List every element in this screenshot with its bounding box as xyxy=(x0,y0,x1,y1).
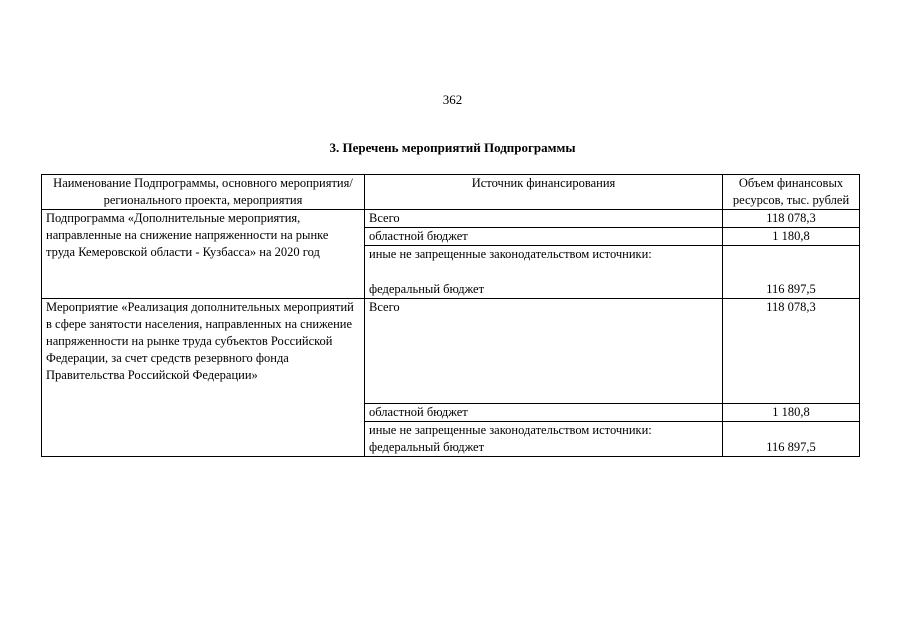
table-row xyxy=(42,210,860,228)
table-row xyxy=(42,299,860,404)
source-cell: областной бюджет xyxy=(365,404,723,422)
row-name-cell: Мероприятие «Реализация дополнительных мероприятий в сфере занятости населения, направленных на снижение напряженности на рынке труда субъектов Российской Федерации, за счет средств резервного фонда Правительства Российской Федерации» xyxy=(42,299,365,457)
amount-cell: 1 180,8 xyxy=(723,228,860,246)
source-line: федеральный бюджет xyxy=(369,440,485,454)
header-name: Наименование Подпрограммы, основного мероприятия/ регионального проекта, мероприятия xyxy=(42,175,365,210)
source-line: иные не запрещенные законодательством источники: xyxy=(369,423,652,437)
measures-table xyxy=(41,174,860,457)
amount-cell: 118 078,3 xyxy=(723,210,860,228)
amount-cell: 116 897,5 xyxy=(723,422,860,457)
table-header-row xyxy=(42,175,860,210)
source-cell: областной бюджет xyxy=(365,228,723,246)
amount-cell: 116 897,5 xyxy=(723,246,860,299)
amount-cell: 118 078,3 xyxy=(723,299,860,404)
source-cell xyxy=(365,422,723,457)
source-cell xyxy=(365,246,723,299)
section-heading: 3. Перечень мероприятий Подпрограммы xyxy=(329,140,576,155)
header-source: Источник финансирования xyxy=(365,175,723,210)
source-line: иные не запрещенные законодательством источники: xyxy=(369,247,652,261)
row-name-cell: Подпрограмма «Дополнительные мероприятия, направленные на снижение напряженности на рынке труда Кемеровской области - Кузбасса» на 2020 год xyxy=(42,210,365,299)
header-amount: Объем финансовых ресурсов, тыс. рублей xyxy=(723,175,860,210)
source-cell: Всего xyxy=(365,210,723,228)
source-line: федеральный бюджет xyxy=(369,282,485,296)
source-cell: Всего xyxy=(365,299,723,404)
page-number: 362 xyxy=(442,92,463,107)
amount-cell: 1 180,8 xyxy=(723,404,860,422)
